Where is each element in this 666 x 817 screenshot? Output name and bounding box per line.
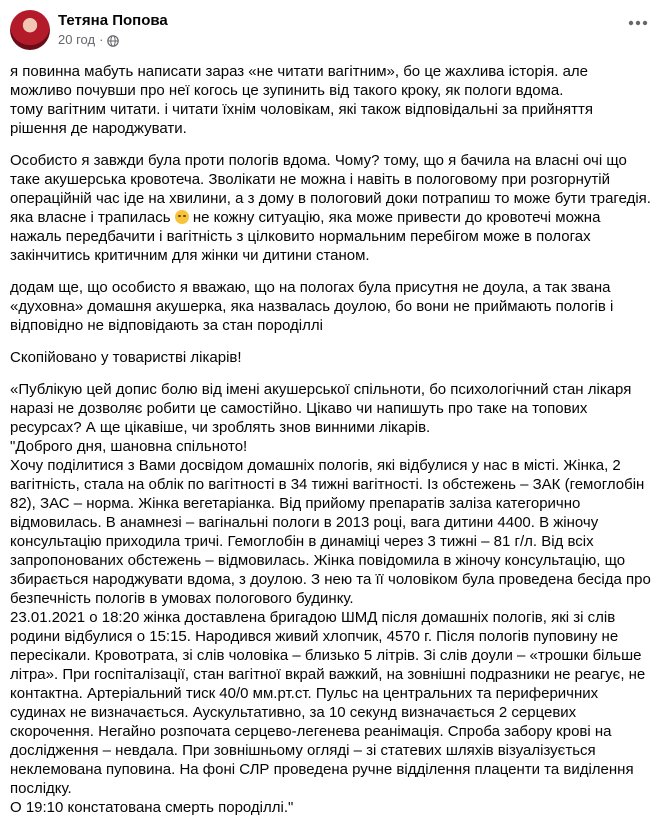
- post-paragraph: додам ще, що особисто я вважаю, що на пологах була присутня не доула, а так звана «духовна» домашня акушерка, яка назвалась доулою, бо вони не приймають пологів і відповідно не відповідають за стан породіллі: [10, 279, 614, 334]
- post-header: [10, 10, 652, 56]
- author-name[interactable]: Тетяна Попова: [58, 12, 168, 29]
- post-paragraph: [10, 151, 652, 265]
- post-paragraph: я повинна мабуть написати зараз «не читати вагітним», бо це жахлива історія. але можливо почувши про неї когось це зупинить від такого кроку, як пологи вдома. тому вагітним читати. і читати їхнім чоловікам, які також відповідальні за прийняття рішення де народжувати.: [10, 63, 593, 137]
- post-body: [10, 62, 652, 817]
- sad-face-emoji-icon: [175, 210, 189, 224]
- more-horizontal-icon[interactable]: [624, 12, 652, 34]
- post-timestamp[interactable]: 20 год: [58, 32, 96, 47]
- separator-dot: ·: [99, 32, 104, 47]
- post-meta: [58, 10, 168, 48]
- post-paragraph: Скопійовано у товаристві лікарів!: [10, 349, 242, 366]
- post-paragraph: «Публікую цей допис болю від імені акушерської спільноти, бо психологічний стан лікаря наразі не дозволяє робити це самостійно. Цікаво чи напишуть про таке на топових ресурсах? А ще цікавіше, чи зроблять знов винними лікарів. "Доброго дня, шановна спільното! Хочу поділитися з Вами досвідом домашніх пологів, які відбулися у нас в місті. Жінка, 2 вагітність, стала на облік по вагітності в 34 тижні вагітності. Із обстежень – ЗАК (гемоглобін 82), ЗАС – норма. Жінка вегетаріанка. Від прийому препаратів заліза категорично відмовилась. В анамнезі – вагінальні пологи в 2013 році, вага дитини 4400. В жіночу консультацію приходила тричі. Гемоглобін в динаміці через 3 тижні – 81 г/л. Від всіх запропонованих обстежень – відмовилась. Жінка повідомила в жіночу консультацію, що збирається народжувати вдома, з доулою. З нею та її чоловіком була проведена бесіда про безпечність пологів в умовах пологового будинку. 23.01.2021 о 18:20 жінка доставлена бригадою ШМД після домашніх пологів, які зі слів родини відбулися о 15:15. Народився живий хлопчик, 4570 г. Після пологів пуповину не пересікали. Кровотрата, зі слів чоловіка – близько 5 літрів. Зі слів доули – «трошки більше літра». При госпіталізації, стан вагітної вкрай важкий, на зовнішні подразники не реагує, не контактна. Артеріальний тиск 40/0 мм.рт.ст. Пульс на центральних та периферичних судинах не визначається. Аускультативно, за 10 секунд визначається 2 серцевих скорочення. Негайно розпочата серцево-легенева реанімація. Спроба забору крові на дослідження – невдала. При зовнішньому огляді – зі статевих шляхів візуалізується неклемована пуповина. На фоні СЛР проведена ручне відділення плаценти та виділення послідку. О 19:10 констатована смерть породіллі.": [10, 381, 651, 816]
- avatar[interactable]: [10, 10, 50, 50]
- globe-icon[interactable]: [107, 34, 119, 46]
- paragraph-text: Особисто я завжди була проти пологів вдома. Чому? тому, що я бачила на власні очі що таке акушерська кровотеча. Зволікати не можна і навіть в пологовому при розгорнутій операційній час іде на хвилини, а з дому в пологовий доки потрапиш то може бути трагедія. яка власне і трапилась: [10, 152, 651, 226]
- paragraph-text: не кожну ситуацію, яка може привести до кровотечі можна нажаль передбачити і вагітність з цілковито нормальним перебігом може в пологах закінчитись критичним для жінки чи дитини станом.: [10, 209, 601, 264]
- post-subline: [58, 31, 168, 48]
